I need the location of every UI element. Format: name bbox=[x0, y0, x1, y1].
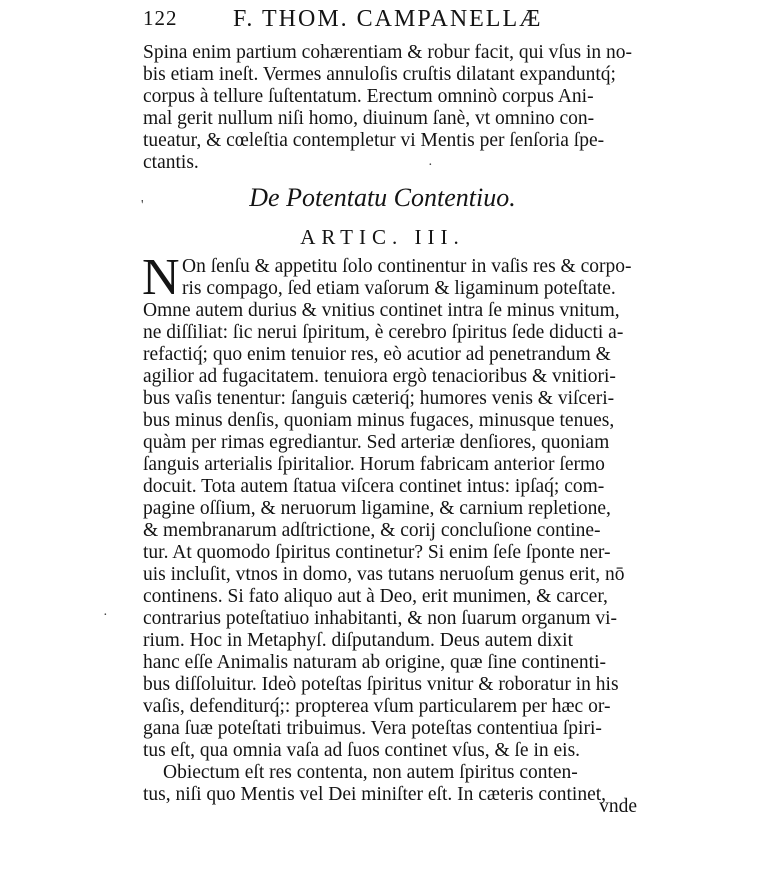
text-line: tus, niſi quo Mentis vel Dei miniſter eſt. In cæteris continet, bbox=[143, 784, 607, 805]
text-line: tueatur, & cœleſtia contempletur vi Mentis per ſenſoria ſpe- bbox=[143, 130, 605, 151]
text-line: ris compago, ſed etiam vaſorum & ligaminum poteſtate. bbox=[182, 278, 616, 299]
text-line: mal gerit nullum niſi homo, diuinum ſanè, vt omnino con- bbox=[143, 108, 595, 129]
text-line: bus vaſis tenentur: ſanguis cæteriq́; humores venis & viſceri- bbox=[143, 388, 615, 409]
print-mark: · bbox=[428, 158, 433, 173]
section-title: De Potentatu Contentiuo. bbox=[249, 183, 516, 212]
text-line: bis etiam ineſt. Vermes annuloſis cruſtis dilatant expanduntq́; bbox=[143, 64, 616, 85]
text-line: On ſenſu & appetitu ſolo continentur in vaſis res & corpo- bbox=[182, 256, 632, 277]
text-line: Obiectum eſt res contenta, non autem ſpiritus conten- bbox=[163, 762, 578, 783]
text-line: hanc eſſe Animalis naturam ab origine, quæ ſine continenti- bbox=[143, 652, 607, 673]
print-mark: · bbox=[103, 608, 108, 623]
article-title: ARTIC. III. bbox=[300, 225, 465, 249]
text-line: & membranarum adſtrictione, & corij concluſione contine- bbox=[143, 520, 601, 541]
text-line: agilior ad fugacitatem. tenuiora ergò tenacioribus & vnitiori- bbox=[143, 366, 616, 387]
text-line: Spina enim partium cohærentiam & robur facit, qui vſus in no- bbox=[143, 42, 633, 63]
print-mark: ' bbox=[141, 198, 144, 213]
drop-cap: N bbox=[142, 249, 180, 306]
text-line: ſanguis arterialis ſpiritalior. Horum fabricam anterior ſermo bbox=[143, 454, 605, 475]
text-line: gana ſuæ poteſtati tribuimus. Vera poteſtas contentiua ſpiri- bbox=[143, 718, 602, 739]
page-header bbox=[143, 6, 643, 36]
text-line: bus diſſoluitur. Ideò poteſtas ſpiritus vnitur & roboratur in his bbox=[143, 674, 619, 695]
text-line: tus eſt, qua omnia vaſa ad ſuos continet vſus, & ſe in eis. bbox=[143, 740, 581, 761]
running-head: F. THOM. CAMPANELLÆ bbox=[233, 6, 543, 32]
page-number: 122 bbox=[143, 6, 178, 30]
text-line: pagine oſſium, & neruorum ligamine, & carnium repletione, bbox=[143, 498, 611, 519]
text-line: tur. At quomodo ſpiritus continetur? Si enim ſeſe ſponte ner- bbox=[143, 542, 611, 563]
catchword: vnde bbox=[599, 796, 637, 817]
text-line: rium. Hoc in Metaphyſ. diſputandum. Deus autem dixit bbox=[143, 630, 574, 651]
text-line: continens. Si fato aliquo aut à Deo, erit munimen, & carcer, bbox=[143, 586, 608, 607]
text-line: quàm per rimas egrediantur. Sed arteriæ denſiores, quoniam bbox=[143, 432, 610, 453]
text-line: uis incluſit, vtnos in domo, vas tutans neruoſum genus erit, nō bbox=[143, 564, 625, 585]
text-line: contrarius poteſtatiuo inhabitanti, & non ſuarum organum vi- bbox=[143, 608, 618, 629]
text-line: Omne autem durius & vnitius continet intra ſe minus vnitum, bbox=[143, 300, 620, 321]
text-line: vaſis, defenditurq́;: propterea vſum particularem per hæc or- bbox=[143, 696, 611, 717]
text-line: ne diſſiliat: ſic nerui ſpiritum, è cerebro ſpiritus ſede diducti a- bbox=[143, 322, 624, 343]
text-line: refactiq́; quo enim tenuior res, eò acutior ad penetrandum & bbox=[143, 344, 611, 365]
text-line: docuit. Tota autem ſtatua viſcera continet intus: ipſaq́; com- bbox=[143, 476, 605, 497]
text-line: corpus à tellure ſuſtentatum. Erectum omninò corpus Ani- bbox=[143, 86, 594, 107]
text-line: bus minus denſis, quoniam minus fugaces, minusque tenues, bbox=[143, 410, 615, 431]
text-line: ctantis. bbox=[143, 152, 199, 173]
